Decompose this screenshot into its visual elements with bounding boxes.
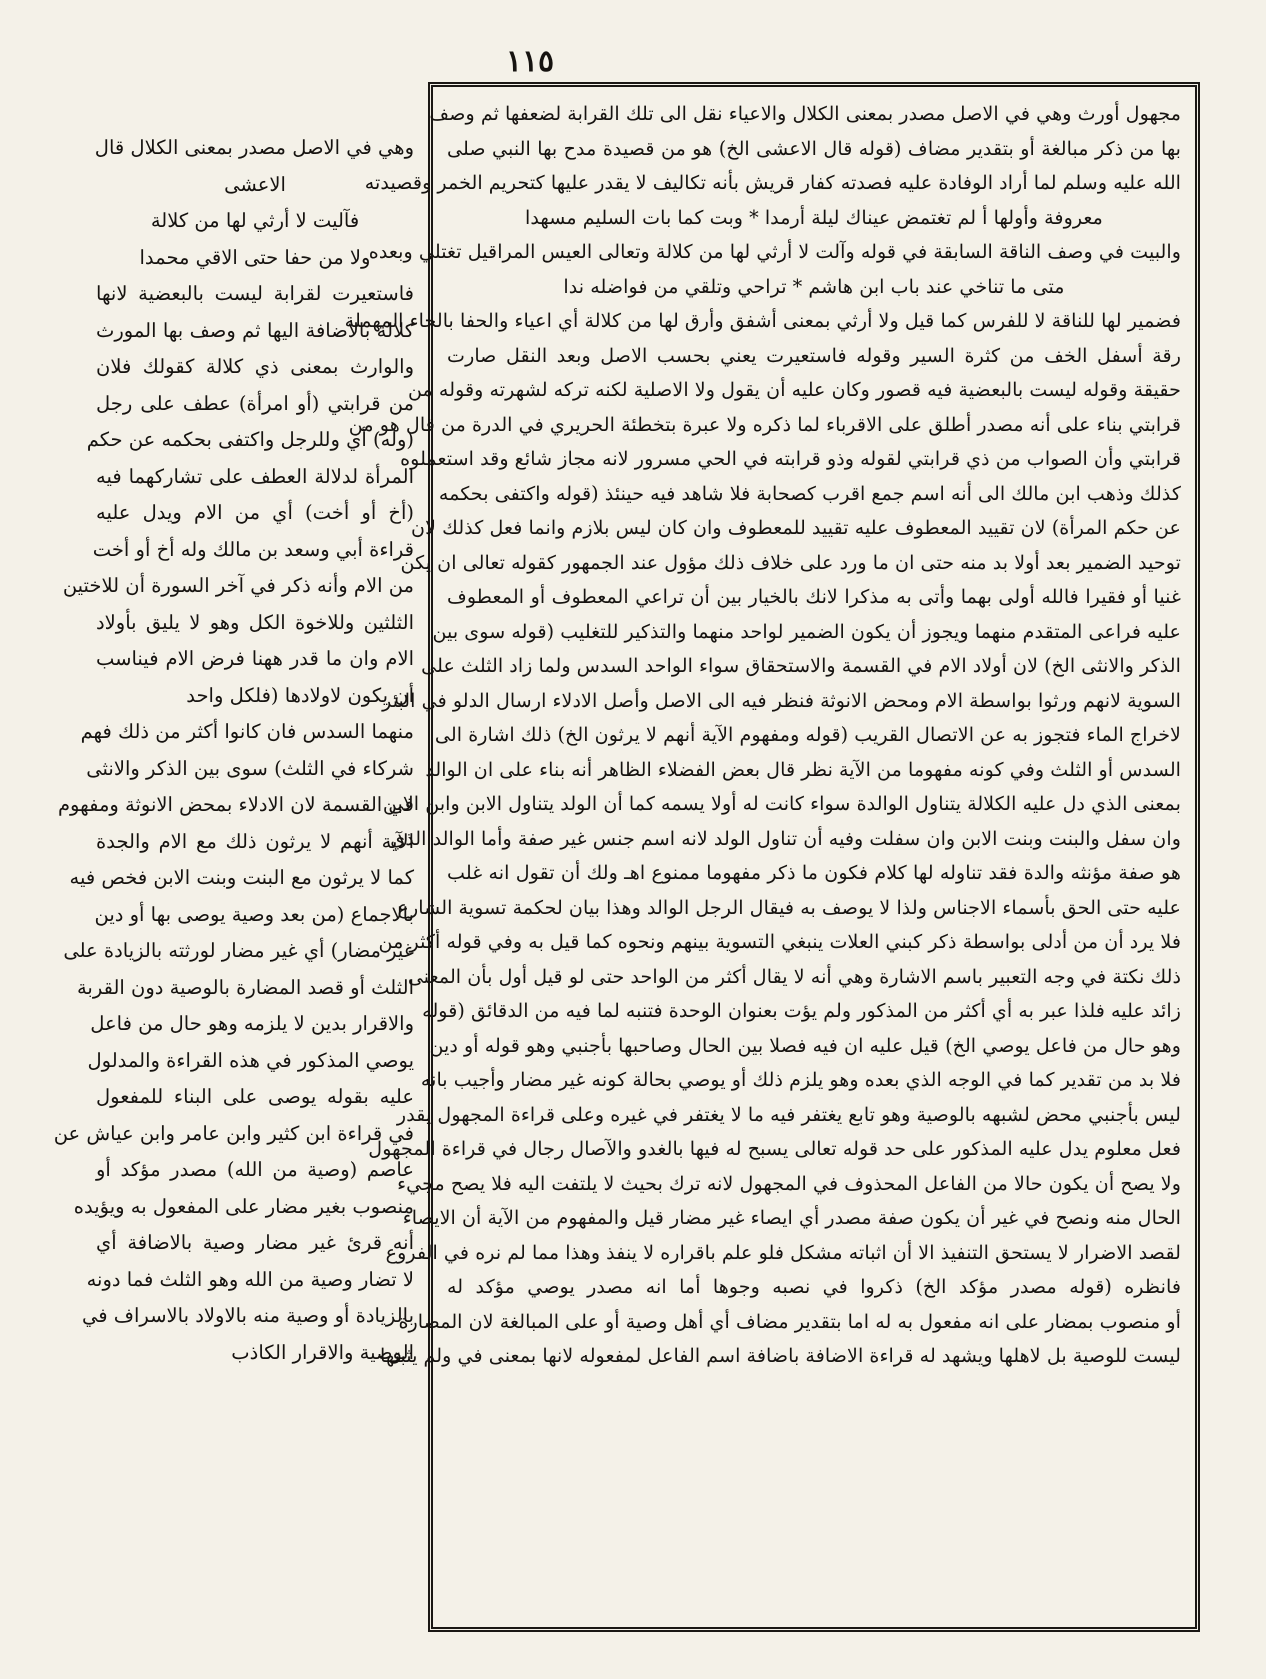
commentary-line: عليه حتى الحق بأسماء الاجناس ولذا لا يوصف به فيقال الرجل الوالد وهذا بيان لحكمة تسوية الشارع (397, 895, 1181, 919)
commentary-line: قرابتي بناء على أنه مصدر أطلق على الاقرباء لما ذكره ولا عبرة بتخطئة الحريري في الدرة من قال هو من (348, 412, 1181, 436)
commentary-line: متى ما تناخي عند باب ابن هاشم * تراحي وتلقي من فواضله ندا (563, 274, 1065, 298)
commentary-line: بمعنى الذي دل عليه الكلالة يتناول الوالدة سواء كانت له أولا يسمه كما أن الولد يتناول الابن وابن الابن (382, 792, 1181, 815)
commentary-line: رقة أسفل الخف من كثرة السير وقوله فاستعيرت يعني بحسب الاصل وبعد النقل صارت (447, 343, 1181, 367)
commentary-line: زائد عليه فلذا عبر به أي أكثر من المذكور ولم يؤت بعنوان الوحدة فتنبه لما فيه من الدقائق (قوله (422, 999, 1181, 1022)
commentary-body (344, 97, 1181, 1374)
margin-line: المرأة لدلالة العطف على تشاركهما فيه (96, 464, 414, 488)
margin-line: أن يكون لاولادها (فلكل واحد (186, 683, 414, 707)
commentary-line: الذكر والانثى الخ) لان أولاد الام في القسمة والاستحقاق سواء الواحد السدس ولما زاد الثلث على (421, 654, 1181, 677)
margin-line: والاقرار بدين لا يلزمه وهو حال من فاعل (90, 1012, 414, 1035)
margin-line: يوصي المذكور في هذه القراءة والمدلول (87, 1048, 414, 1072)
commentary-line: مجهول أورث وهي في الاصل مصدر بمعنى الكلال والاعياء نقل الى تلك القرابة لضعفها ثم وصف (429, 102, 1181, 125)
margin-line: الآية أنهم لا يرثون ذلك مع الام والجدة (96, 829, 414, 853)
margin-line: فاستعيرت لقرابة ليست بالبعضية لانها (96, 282, 414, 305)
margin-line: والوارث بمعنى ذي كلالة كقولك فلان (96, 355, 414, 378)
margin-line: في قراءة ابن كثير وابن عامر وابن عياش عن (53, 1121, 414, 1145)
margin-line: (وله) أي وللرجل واكتفى بحكمه عن حكم (86, 428, 414, 451)
margin-line: قراءة أبي وسعد بن مالك وله أخ أو أخت (92, 537, 414, 561)
margin-line: الثلثين وللاخوة الكل وهو لا يليق بأولاد (96, 610, 414, 634)
commentary-line: فلا يرد أن من أدلى بواسطة ذكر كبني العلات ينبغي التسوية بينهم ونحوه كما قيل به وفي قوله أكثر من (378, 930, 1181, 953)
commentary-line: الله عليه وسلم لما أراد الوفادة عليه فصدته كفار قريش بأنه تكاليف لا يقدر عليها كتحريم الخمر وقصيدته (364, 171, 1181, 194)
commentary-frame (344, 82, 1200, 1632)
margin-line: الام وان ما قدر ههنا فرض الام فيناسب (96, 647, 414, 670)
commentary-line: معروفة وأولها أ لم تغتمض عيناك ليلة أرمدا * وبت كما بات السليم مسهدا (525, 205, 1103, 229)
commentary-line: ليس بأجنبي محض لشبهه بالوصية وهو تابع يغتفر فيه ما لا يغتفر في غيره وعلى قراءة المجهول يقدر (396, 1102, 1181, 1126)
margin-body (53, 130, 414, 1371)
commentary-line: السوية لانهم ورثوا بواسطة الام ومحض الانوثة فنظر فيه الى الاصل وأصل الادلاء ارسال الدلو في البئر (382, 688, 1181, 712)
margin-line: من قرابتي (أو امرأة) عطف على رجل (96, 391, 414, 415)
page-number: ١١٥ (505, 44, 555, 79)
margin-column (53, 130, 414, 1670)
margin-line: فآليت لا أرثي لها من كلالة (150, 209, 360, 232)
margin-line: عاصم (وصية من الله) مصدر مؤكد أو (96, 1158, 414, 1181)
commentary-line: غنيا أو فقيرا فالله أولى بهما وأتى به مذكرا لانك بالخيار بين أن تراعي المعطوف أو المعطوف (447, 585, 1181, 608)
margin-line: لا تضار وصية من الله وهو الثلث فما دونه (86, 1267, 414, 1291)
commentary-line: ليست للوصية بل لاهلها ويشهد له قراءة الاضافة باضافة اسم الفاعل لمفعوله لانها بمعنى في ولم يثبتها (380, 1344, 1181, 1367)
margin-line: كما لا يرثون مع البنت وبنت الابن فخص فيه (69, 866, 414, 889)
margin-line: الثلث أو قصد المضارة بالوصية دون القربة (76, 975, 414, 999)
commentary-line: حقيقة وقوله ليست بالبعضية فيه قصور وكان عليه أن يقول ولا الاصلية لكنه تركه لشهرته وقوله من (407, 378, 1181, 401)
commentary-line: فضمير لها للناقة لا للفرس كما قيل ولا أرثي بمعنى أشفق وأرق لها من كلالة أي اعياء والحفا بالحاء المهملة (344, 309, 1181, 332)
commentary-line: لاخراج الماء فتجوز به عن الاتصال القريب (قوله ومفهوم الآية أنهم لا يرثون الخ) ذلك اشارة الى (434, 723, 1181, 746)
commentary-line: لقصد الاضرار لا يستحق التنفيذ الا أن اثباته مشكل فلو علم باقراره لا ينفذ وهذا مما لم نره في الفروع (385, 1240, 1181, 1264)
commentary-line: وهو حال من فاعل يوصي الخ) قيل عليه ان فيه فصلا بين الحال وصاحبها بأجنبي وهو قوله أو دين (429, 1033, 1181, 1057)
commentary-line: توحيد الضمير بعد أولا بد منه حتى ان ما ورد على خلاف ذلك مؤول عند الجمهور كقوله تعالى ان يكن (400, 550, 1181, 574)
margin-line: الوصية والاقرار الكاذب (231, 1340, 414, 1364)
margin-line: كلالة بالاضافة اليها ثم وصف بها المورث (96, 318, 414, 342)
margin-line: وهي في الاصل مصدر بمعنى الكلال قال (94, 136, 414, 159)
commentary-line: ذلك نكتة في وجه التعبير باسم الاشارة وهي أنه لا يقال أكثر من الواحد حتى لو قيل أول بأن المعنى (407, 964, 1181, 988)
commentary-line: وان سفل والبنت وبنت الابن وان سفلت وفيه أن تناول الولد لانه اسم جنس غير صفة وأما الوالد الذي (390, 826, 1181, 850)
commentary-line: فانظره (قوله مصدر مؤكد الخ) ذكروا في نصبه وجوها أما انه مصدر يوصي مؤكد له (447, 1275, 1181, 1298)
commentary-line: فلا بد من تقدير كما في الوجه الذي بعده وهو يلزم ذلك أو يوصي بحالة كونه غير مضار وأجيب بانه (420, 1068, 1181, 1091)
commentary-line: ولا يصح أن يكون حالا من الفاعل المحذوف في المجهول لانه ترك بحيث لا يلتفت اليه فلا يصح مجيء (397, 1171, 1181, 1195)
margin-line: عليه بقوله يوصى على البناء للمفعول (96, 1085, 414, 1108)
margin-line: من الام وأنه ذكر في آخر السورة أن للاختين (62, 574, 414, 597)
margin-line: بالاجماع (من بعد وصية يوصى بها أو دين (94, 902, 414, 926)
commentary-line: قرابتي وأن الصواب من ذي قرابتي لقوله وذو قرابته في الحي مسرور لانه مجاز شائع وقد استعملوه (400, 447, 1181, 470)
commentary-line: فعل معلوم يدل عليه المذكور على حد قوله تعالى يسبح له فيها بالغدو والآصال رجال في قراءة المجهول (368, 1137, 1181, 1160)
margin-line: بالزيادة أو وصية منه بالاولاد بالاسراف في (82, 1304, 414, 1327)
margin-line: الاعشى (224, 172, 286, 196)
commentary-line: الحال منه ونصح في غير أن يكون صفة مصدر أي ايصاء غير مضار قيل والمفهوم من الآية أن الايصاء (402, 1206, 1181, 1229)
margin-line: (أخ أو أخت) أي من الام ويدل عليه (96, 501, 414, 524)
margin-line: منصوب بغير مضار على المفعول به ويؤيده (73, 1194, 414, 1218)
commentary-line: والبيت في وصف الناقة السابقة في قوله وآلت لا أرثي لها من كلالة وتعالى العيس المراقيل تغتلي وبعده (368, 240, 1181, 263)
commentary-line: عن حكم المرأة) لان تقييد المعطوف عليه تقييد للمعطوف وان كان ليس بلازم وانما فعل كذلك لان (411, 516, 1181, 539)
commentary-line: السدس أو الثلث وفي كونه مفهوما من الآية نظر قال بعض الفضلاء الظاهر أنه بناء على ان الوالد (425, 757, 1181, 781)
margin-line: منهما السدس فان كانوا أكثر من ذلك فهم (80, 720, 414, 743)
commentary-line: هو صفة مؤنثه والدة فقد تناوله لها كلام فكون ما ذكر مفهوما ممنوع اهـ ولك أن تقول انه غلب (447, 861, 1181, 884)
commentary-line: كذلك وذهب ابن مالك الى أنه اسم جمع اقرب كصحابة فلا شاهد فيه حينئذ (قوله واكتفى بحكمه (438, 481, 1181, 505)
margin-line: أنه قرئ غير مضار وصية بالاضافة أي (96, 1231, 414, 1254)
margin-line: ولا من حفا حتى الاقي محمدا (139, 245, 371, 269)
margin-line: شركاء في الثلث) سوى بين الذكر والانثى (86, 756, 414, 780)
commentary-line: بها من ذكر مبالغة أو بتقدير مضاف (قوله قال الاعشى الخ) هو من قصيدة مدح بها النبي صلى (447, 136, 1181, 160)
commentary-line: أو منصوب بمضار على انه مفعول به له اما بتقدير مضاف أي أهل وصية أو على المبالغة لان المضارة (398, 1309, 1181, 1333)
margin-line: غير مضار) أي غير مضار لورثته بالزيادة على (63, 939, 414, 962)
margin-line: في القسمة لان الادلاء بمحض الانوثة ومفهوم (57, 793, 414, 816)
commentary-line: عليه فراعى المتقدم منهما ويجوز أن يكون الضمير لواحد منهما والتذكير للتغليب (قوله سوى بين (432, 619, 1181, 643)
